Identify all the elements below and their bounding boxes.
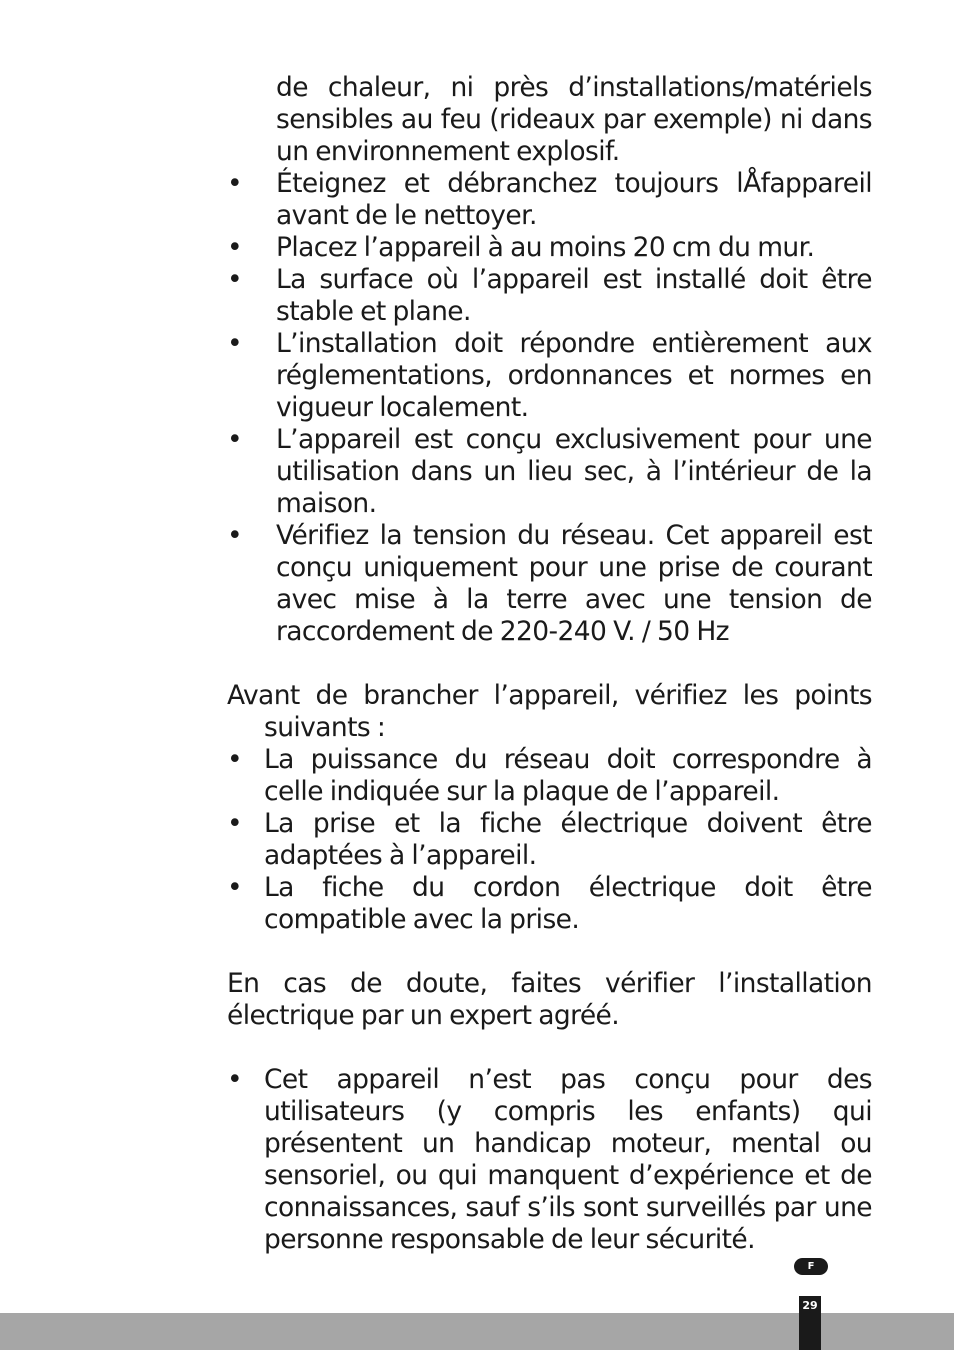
list-item: • La surface où l’appareil est installé doit être stable et plane. xyxy=(227,264,872,327)
list-item: • Vérifiez la tension du réseau. Cet appareil est conçu uniquement pour une prise de courant avec mise à la terre avec une tension de raccordement de 220-240 V. / 50 Hz xyxy=(227,520,872,647)
bullet-icon: • xyxy=(227,1064,243,1095)
spacer xyxy=(227,936,872,968)
continued-paragraph: de chaleur, ni près d’installations/matériels sensibles au feu (rideaux par exemple) ni dans un environnement explosif. xyxy=(276,72,872,167)
spacer xyxy=(227,648,872,680)
list-item: • Cet appareil n’est pas conçu pour des utilisateurs (y compris les enfants) qui présentent un handicap moteur, mental ou sensoriel, ou qui manquent d’expérience et de connaissances, sauf s’ils sont surveillés par une personne responsable de leur sécurité. xyxy=(227,1064,872,1255)
safety-list xyxy=(227,168,872,648)
bullet-icon: • xyxy=(227,232,243,263)
list-item: • Placez l’appareil à au moins 20 cm du mur. xyxy=(227,232,815,263)
bullet-icon: • xyxy=(227,872,243,903)
document-body xyxy=(227,72,872,1256)
list-item: • L’appareil est conçu exclusivement pour une utilisation dans un lieu sec, à l’intérieur de la maison. xyxy=(227,424,872,519)
bullet-icon: • xyxy=(227,744,243,775)
user-warning-list xyxy=(227,1064,872,1256)
bullet-icon: • xyxy=(227,520,243,551)
list-item: • L’installation doit répondre entièrement aux réglementations, ordonnances et normes en vigueur localement. xyxy=(227,328,872,423)
bullet-icon: • xyxy=(227,808,243,839)
doubt-paragraph: En cas de doute, faites vérifier l’installation électrique par un expert agréé. xyxy=(227,968,872,1031)
language-badge: F xyxy=(794,1258,828,1275)
check-list xyxy=(227,744,872,936)
page-number: 29 xyxy=(799,1296,821,1350)
list-item: • Éteignez et débranchez toujours lÅfappareil avant de le nettoyer. xyxy=(227,168,872,231)
bullet-icon: • xyxy=(227,264,243,295)
check-intro: Avant de brancher l’appareil, vérifiez les points suivants : xyxy=(227,680,872,743)
bullet-icon: • xyxy=(227,328,243,359)
list-item: • La prise et la fiche électrique doivent être adaptées à l’appareil. xyxy=(227,808,872,871)
bullet-icon: • xyxy=(227,168,243,199)
bullet-icon: • xyxy=(227,424,243,455)
spacer xyxy=(227,1032,872,1064)
list-item: • La puissance du réseau doit correspondre à celle indiquée sur la plaque de l’appareil. xyxy=(227,744,872,807)
list-item: • La fiche du cordon électrique doit être compatible avec la prise. xyxy=(227,872,872,935)
